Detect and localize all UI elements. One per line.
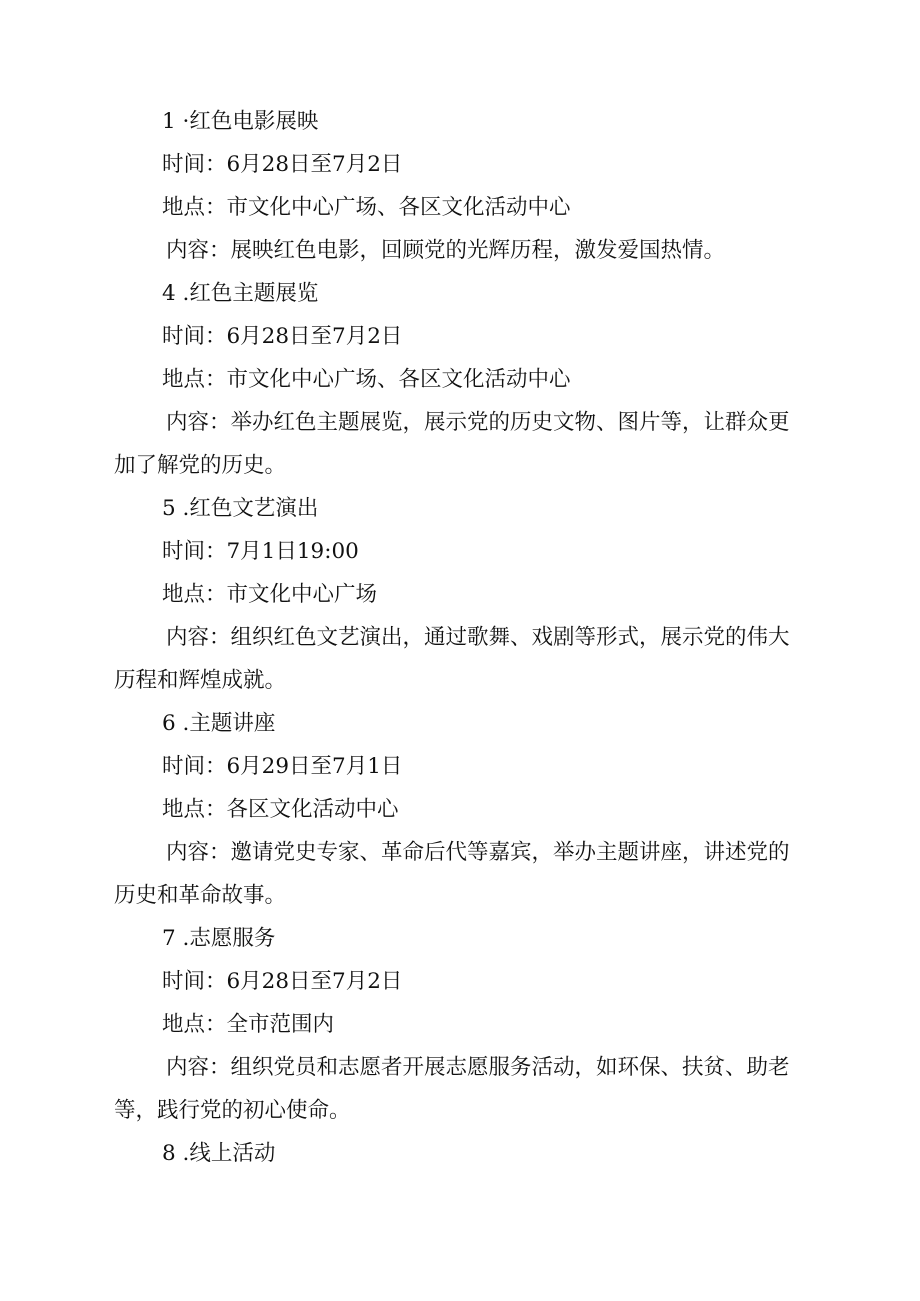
content-line-continuation: 历程和辉煌成就。 xyxy=(114,668,287,693)
content-line-continuation: 历史和革命故事。 xyxy=(114,883,287,908)
section-heading-6: 6 .主题讲座 xyxy=(162,711,276,736)
time-line: 时间：6月28日至7月2日 xyxy=(162,969,403,994)
section-heading-7: 7 .志愿服务 xyxy=(162,926,276,951)
time-line: 时间：6月28日至7月2日 xyxy=(162,152,403,177)
content-line: 内容：邀请党史专家、革命后代等嘉宾，举办主题讲座，讲述党的 xyxy=(166,840,790,865)
content-line: 内容：举办红色主题展览，展示党的历史文物、图片等，让群众更 xyxy=(166,410,790,435)
time-line: 时间：7月1日19:00 xyxy=(162,539,359,564)
content-line-continuation: 等，践行党的初心使命。 xyxy=(114,1098,351,1123)
content-line: 内容：组织红色文艺演出，通过歌舞、戏剧等形式，展示党的伟大 xyxy=(166,625,790,650)
content-line-continuation: 加了解党的历史。 xyxy=(114,453,287,478)
section-heading-8: 8 .线上活动 xyxy=(162,1141,276,1166)
location-line: 地点：市文化中心广场、各区文化活动中心 xyxy=(162,195,571,220)
location-line: 地点：全市范围内 xyxy=(162,1012,335,1037)
content-line: 内容：展映红色电影，回顾党的光辉历程，激发爱国热情。 xyxy=(166,238,726,263)
document-body xyxy=(0,100,920,1175)
section-heading-5: 5 .红色文艺演出 xyxy=(162,496,319,521)
location-line: 地点：各区文化活动中心 xyxy=(162,797,399,822)
time-line: 时间：6月28日至7月2日 xyxy=(162,324,403,349)
section-heading-4: 4 .红色主题展览 xyxy=(162,281,319,306)
time-line: 时间：6月29日至7月1日 xyxy=(162,754,403,779)
section-heading-1: 1 ·红色电影展映 xyxy=(162,109,319,134)
location-line: 地点：市文化中心广场、各区文化活动中心 xyxy=(162,367,571,392)
location-line: 地点：市文化中心广场 xyxy=(162,582,378,607)
content-line: 内容：组织党员和志愿者开展志愿服务活动，如环保、扶贫、助老 xyxy=(166,1055,790,1080)
